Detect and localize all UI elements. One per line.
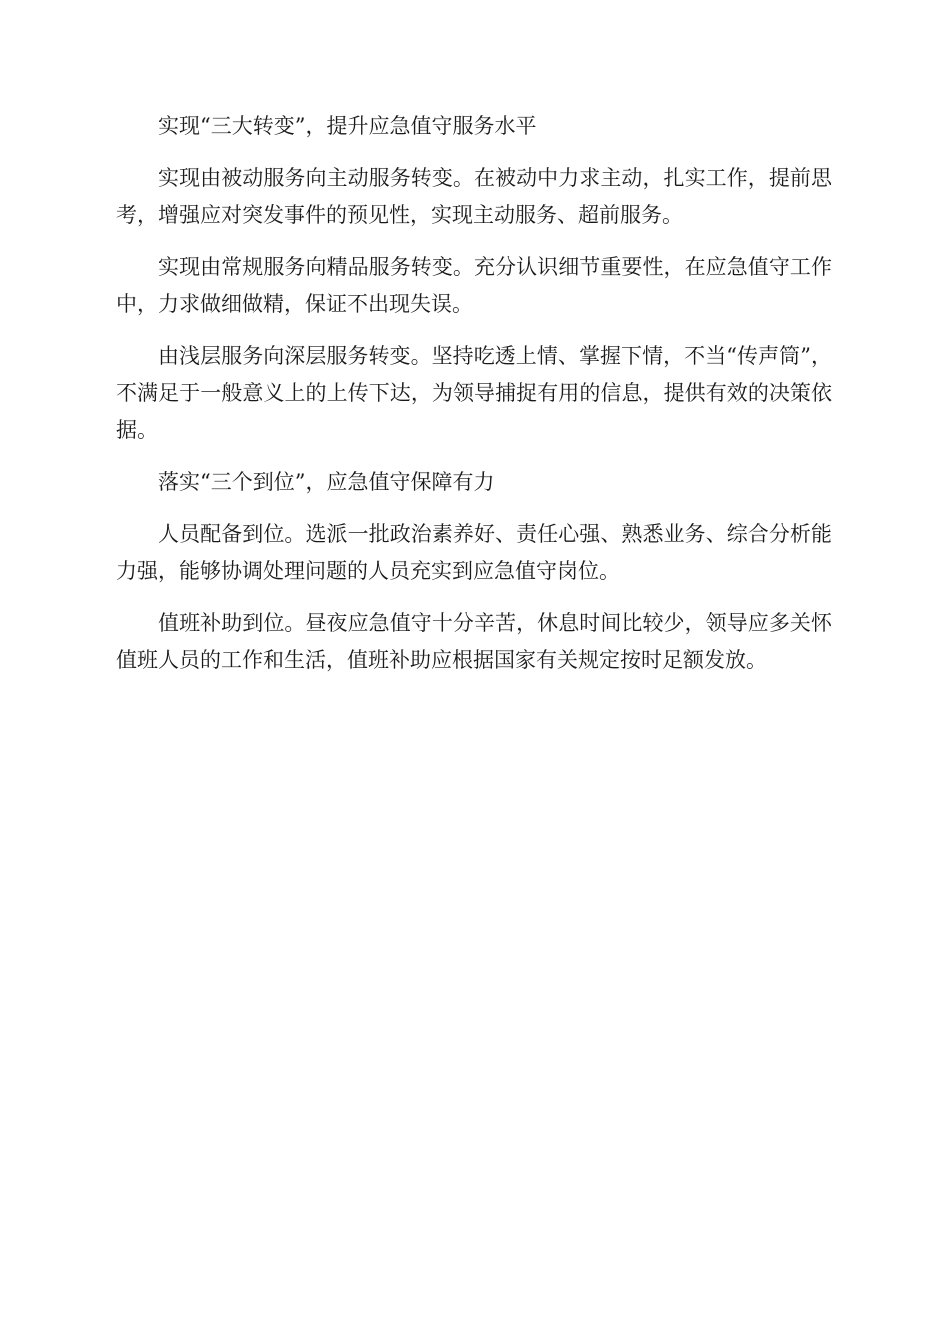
- section-heading-three-transformations: 实现“三大转变”，提升应急值守服务水平: [158, 114, 537, 138]
- paragraph-regular-to-quality: 实现由常规服务向精品服务转变。充分认识细节重要性，在应急值守工作中，力求做细做精，保证不出现失误。: [116, 255, 832, 316]
- paragraph-allowance-in-place: 值班补助到位。昼夜应急值守十分辛苦，休息时间比较少，领导应多关怀值班人员的工作和生活，值班补助应根据国家有关规定按时足额发放。: [116, 611, 832, 672]
- paragraph-staffing-in-place: 人员配备到位。选派一批政治素养好、责任心强、熟悉业务、综合分析能力强，能够协调处理问题的人员充实到应急值守岗位。: [116, 522, 832, 583]
- document-body: [116, 108, 832, 694]
- paragraph-shallow-to-deep: 由浅层服务向深层服务转变。坚持吃透上情、掌握下情，不当“传声筒”，不满足于一般意义上的上传下达，为领导捕捉有用的信息，提供有效的决策依据。: [116, 344, 832, 442]
- paragraph-passive-to-active: 实现由被动服务向主动服务转变。在被动中力求主动，扎实工作，提前思考，增强应对突发事件的预见性，实现主动服务、超前服务。: [116, 166, 832, 227]
- section-heading-three-in-place: 落实“三个到位”，应急值守保障有力: [158, 470, 495, 494]
